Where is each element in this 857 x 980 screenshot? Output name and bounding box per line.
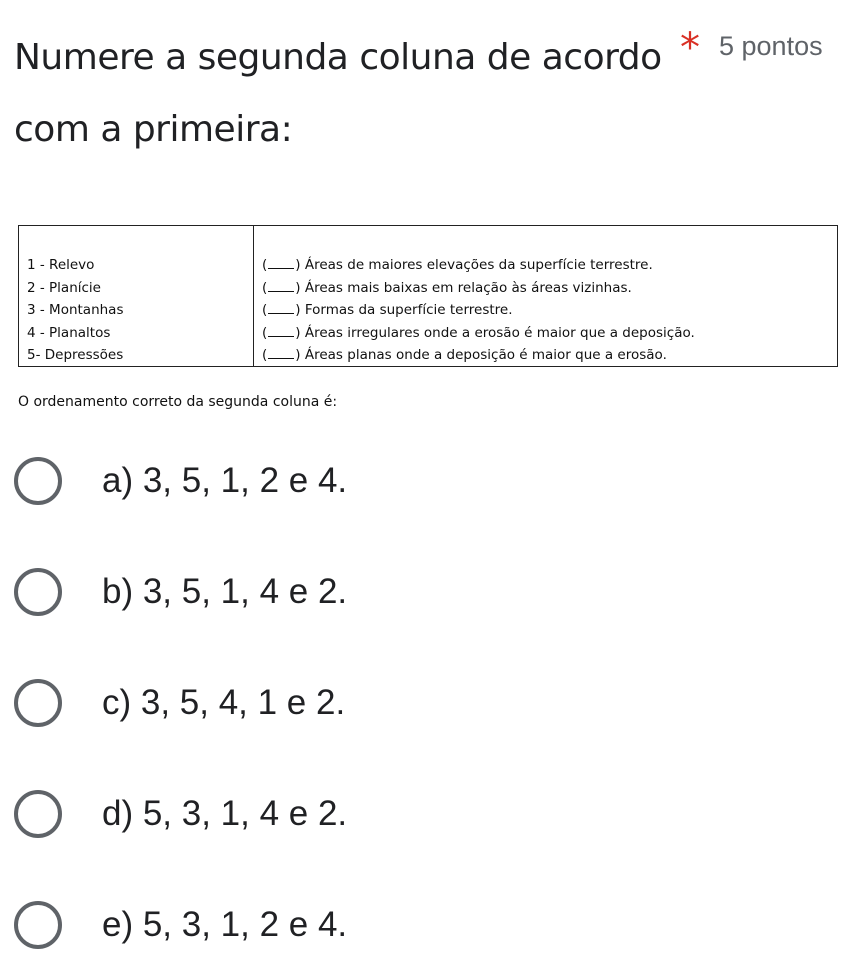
answer-blank bbox=[268, 325, 294, 337]
right-item-text: Áreas de maiores elevações da superfície terrestre. bbox=[304, 257, 653, 273]
right-item bbox=[262, 322, 837, 345]
paren-open: ( bbox=[262, 347, 268, 363]
required-asterisk: * bbox=[680, 25, 700, 71]
left-item: 1 - Relevo bbox=[27, 257, 95, 273]
paren-close: ) bbox=[295, 324, 301, 341]
left-item: 3 - Montanhas bbox=[27, 302, 124, 318]
option-label[interactable]: b) 3, 5, 1, 4 e 2. bbox=[102, 571, 348, 611]
option-label[interactable]: e) 5, 3, 1, 2 e 4. bbox=[102, 904, 348, 944]
right-item bbox=[262, 254, 837, 277]
paren-close: ) bbox=[295, 302, 301, 318]
options-list bbox=[14, 425, 844, 980]
left-item: 5- Depressões bbox=[27, 347, 124, 363]
paren-close: ) bbox=[295, 347, 301, 363]
left-item: 4 - Planaltos bbox=[27, 324, 111, 341]
radio-button-a[interactable] bbox=[14, 457, 62, 505]
option-d[interactable] bbox=[14, 758, 844, 869]
paren-open: ( bbox=[262, 324, 268, 341]
option-e[interactable] bbox=[14, 869, 844, 980]
radio-button-c[interactable] bbox=[14, 679, 62, 727]
option-c[interactable] bbox=[14, 647, 844, 758]
paren-open: ( bbox=[262, 302, 268, 318]
question-points: 5 pontos bbox=[719, 31, 823, 61]
option-label[interactable]: a) 3, 5, 1, 2 e 4. bbox=[102, 460, 348, 500]
paren-close: ) bbox=[295, 257, 301, 273]
table-left-column bbox=[19, 226, 254, 366]
answer-blank bbox=[268, 280, 294, 292]
table-right-column bbox=[254, 226, 837, 366]
option-label[interactable]: d) 5, 3, 1, 4 e 2. bbox=[102, 793, 348, 833]
option-b[interactable] bbox=[14, 536, 844, 647]
radio-button-b[interactable] bbox=[14, 568, 62, 616]
left-item: 2 - Planície bbox=[27, 279, 101, 296]
paren-close: ) bbox=[295, 279, 301, 296]
question-header bbox=[14, 22, 849, 166]
paren-open: ( bbox=[262, 279, 268, 296]
right-item-text: Áreas irregulares onde a erosão é maior que a deposição. bbox=[304, 324, 695, 341]
paren-open: ( bbox=[262, 257, 268, 273]
right-item bbox=[262, 344, 837, 367]
answer-blank bbox=[268, 347, 294, 359]
option-a[interactable] bbox=[14, 425, 844, 536]
right-item-text: Áreas mais baixas em relação às áreas vizinhas. bbox=[304, 279, 632, 296]
matching-table bbox=[18, 225, 838, 367]
question-title: Numere a segunda coluna de acordo com a primeira: bbox=[14, 37, 662, 150]
option-label[interactable]: c) 3, 5, 4, 1 e 2. bbox=[102, 682, 346, 722]
right-item bbox=[262, 277, 837, 300]
right-item-text: Formas da superfície terrestre. bbox=[304, 302, 513, 318]
right-item bbox=[262, 299, 837, 322]
right-item-text: Áreas planas onde a deposição é maior que a erosão. bbox=[304, 347, 667, 363]
answer-blank bbox=[268, 302, 294, 314]
instruction-text: O ordenamento correto da segunda coluna é: bbox=[18, 394, 338, 410]
radio-button-e[interactable] bbox=[14, 901, 62, 949]
answer-blank bbox=[268, 257, 294, 269]
radio-button-d[interactable] bbox=[14, 790, 62, 838]
